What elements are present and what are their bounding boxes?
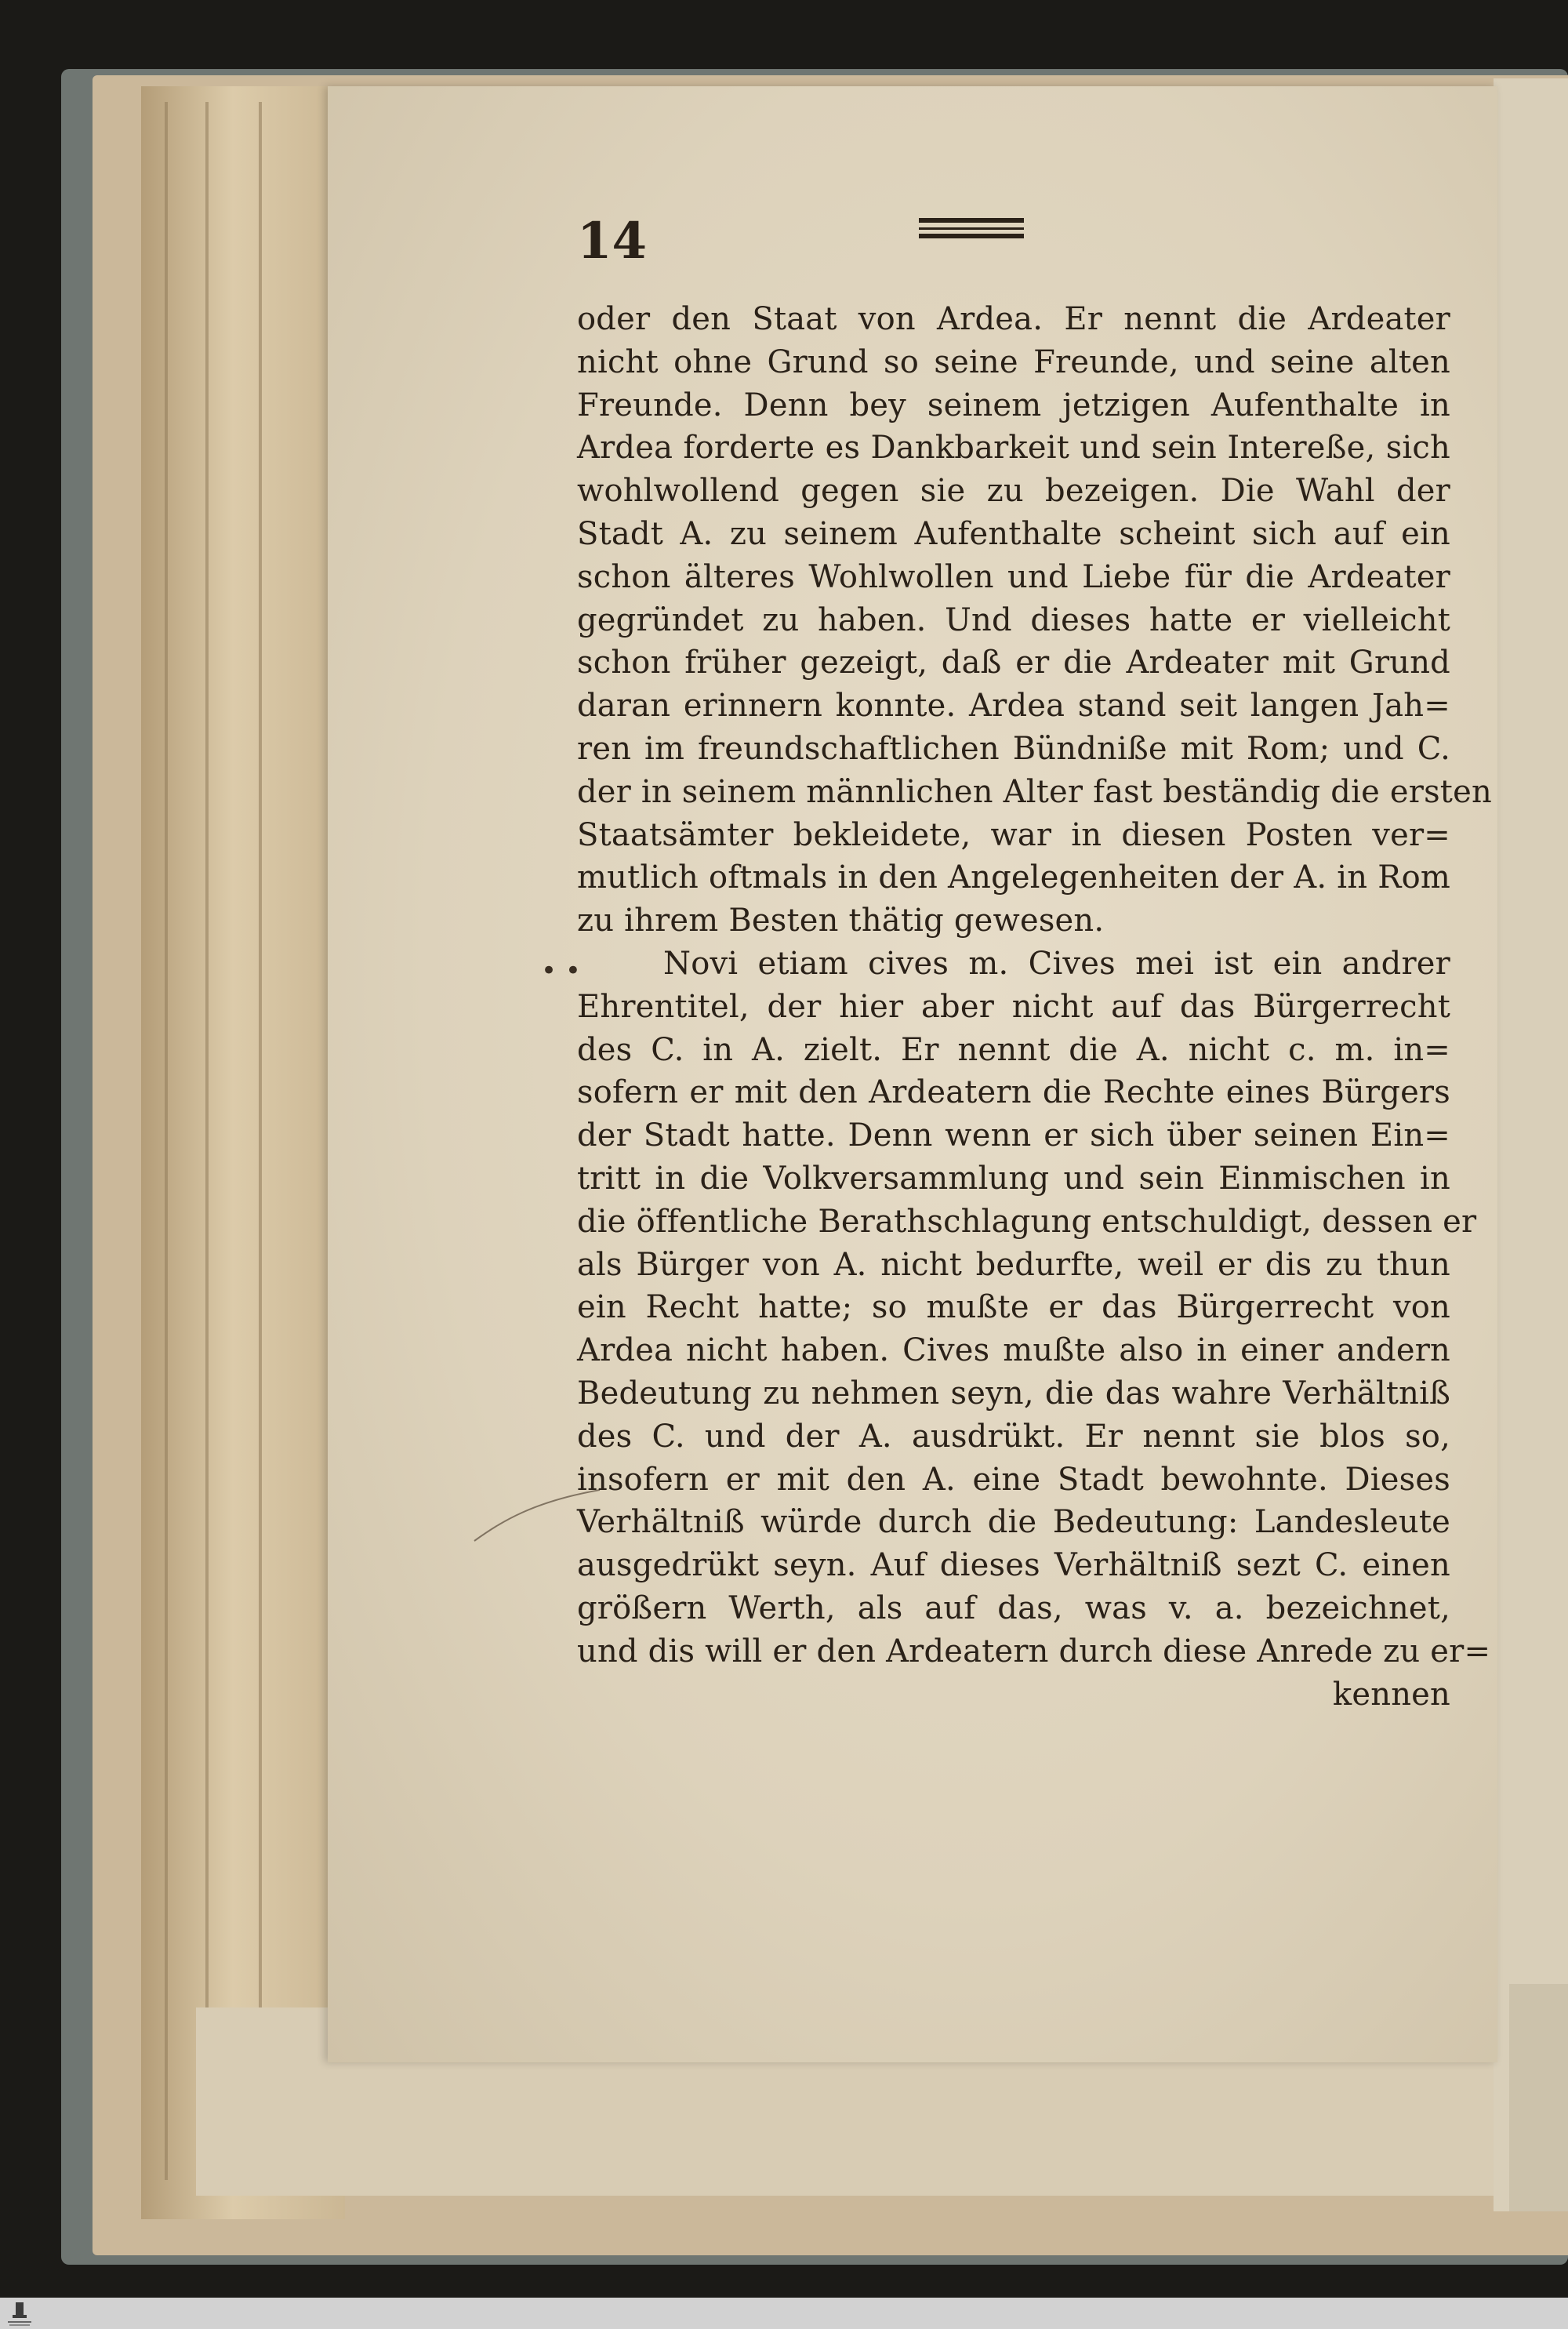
- text-line: nicht ohne Grund so seine Freunde, und seine alten: [577, 343, 1450, 380]
- text-line: größern Werth, als auf das, was v. a. bezeichnet,: [577, 1590, 1450, 1626]
- text-line: wohlwollend gegen sie zu bezeigen. Die Wahl der: [577, 473, 1450, 510]
- body-text: [577, 298, 1492, 1716]
- facing-page-edge: [1494, 78, 1568, 2211]
- text-line: Freunde. Denn bey seinem jetzigen Aufenthalte in: [577, 387, 1450, 423]
- header-rule: [919, 218, 1024, 223]
- text-line: ein Recht hatte; so mußte er das Bürgerrecht von: [577, 1289, 1450, 1326]
- margin-mark: • •: [541, 955, 581, 986]
- page-number: 14: [577, 212, 648, 271]
- text-line: Ehrentitel, der hier aber nicht auf das Bürgerrecht: [577, 988, 1450, 1025]
- text-line: Ardea nicht haben. Cives mußte also in einer andern: [577, 1332, 1450, 1369]
- text-line: sofern er mit den Ardeatern die Rechte eines Bürgers: [577, 1074, 1450, 1111]
- text-line: und dis will er den Ardeatern durch diese Anrede zu er=: [577, 1633, 1491, 1670]
- text-line: Novi etiam cives m. Cives mei ist ein andrer: [663, 945, 1450, 982]
- text-line: tritt in die Volkversammlung und sein Einmischen in: [577, 1160, 1450, 1197]
- page-stack-left: [141, 86, 345, 2219]
- page-edge-line: [205, 102, 209, 2180]
- text-line: Ardea forderte es Dankbarkeit und sein Intereße, sich: [577, 430, 1450, 467]
- text-line: schon früher gezeigt, daß er die Ardeater mit Grund: [577, 645, 1450, 681]
- text-line: als Bürger von A. nicht bedurfte, weil er dis zu thun: [577, 1246, 1450, 1283]
- text-line: ausgedrükt seyn. Auf dieses Verhältniß sezt C. einen: [577, 1547, 1450, 1584]
- text-line: daran erinnern konnte. Ardea stand seit langen Jah=: [577, 688, 1450, 725]
- text-line: die öffentliche Berathschlagung entschuldigt, dessen er: [577, 1203, 1477, 1240]
- library-logo-icon: [5, 2299, 34, 2327]
- text-line: insofern er mit den A. eine Stadt bewohnte. Dieses: [577, 1461, 1450, 1498]
- text-line: Stadt A. zu seinem Aufenthalte scheint sich auf ein: [577, 515, 1450, 552]
- text-line: des C. in A. zielt. Er nennt die A. nicht c. m. in=: [577, 1031, 1450, 1068]
- text-line: Bedeutung zu nehmen seyn, die das wahre Verhältniß: [577, 1375, 1450, 1412]
- footer-bar: [0, 2298, 1568, 2329]
- text-line: Verhältniß würde durch die Bedeutung: Landesleute: [577, 1504, 1450, 1541]
- text-line: schon älteres Wohlwollen und Liebe für die Ardeater: [577, 558, 1450, 595]
- header-rule: [919, 227, 1024, 230]
- text-line: der in seinem männlichen Alter fast beständig die ersten: [577, 773, 1492, 810]
- text-line: zu ihrem Besten thätig gewesen.: [577, 903, 1105, 939]
- page-edge-line: [259, 102, 262, 2180]
- text-line: Staatsämter bekleidete, war in diesen Posten ver=: [577, 816, 1450, 853]
- text-line: mutlich oftmals in den Angelegenheiten der A. in Rom: [577, 859, 1450, 896]
- text-line: der Stadt hatte. Denn wenn er sich über seinen Ein=: [577, 1117, 1450, 1154]
- text-line: gegründet zu haben. Und dieses hatte er vielleicht: [577, 601, 1450, 638]
- text-line: oder den Staat von Ardea. Er nennt die Ardeater: [577, 301, 1450, 337]
- text-line: ren im freundschaftlichen Bündniße mit Rom; und C.: [577, 730, 1450, 767]
- catchword: kennen: [1332, 1676, 1450, 1713]
- header-rule: [919, 234, 1024, 238]
- page-edge-line: [165, 102, 168, 2180]
- text-line: des C. und der A. ausdrükt. Er nennt sie blos so,: [577, 1418, 1450, 1455]
- facing-page-stack: [1509, 1984, 1568, 2211]
